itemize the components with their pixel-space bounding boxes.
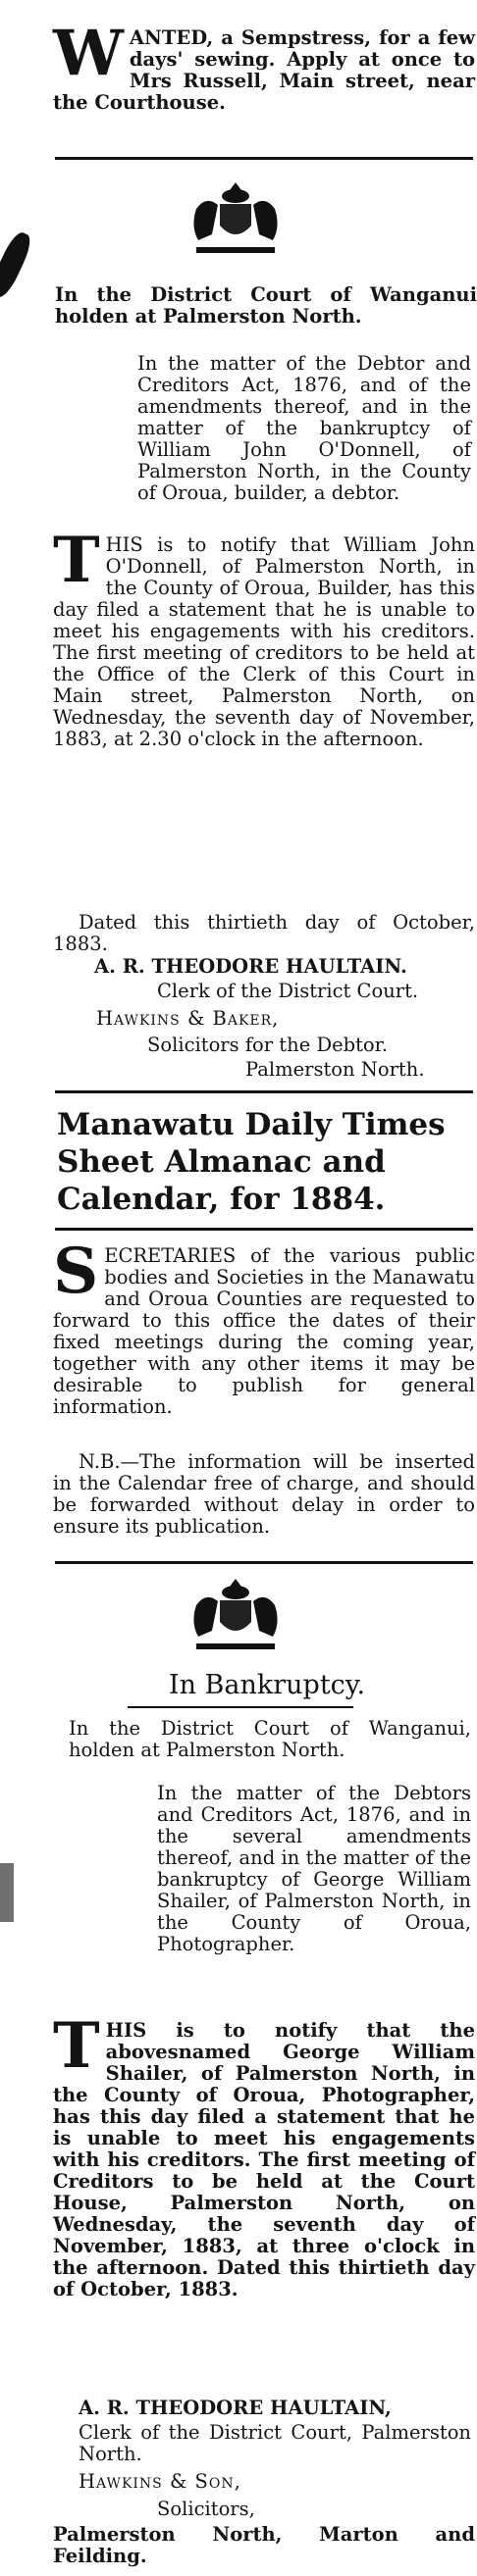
divider [55, 1561, 473, 1564]
dropcap: T [53, 524, 100, 597]
court-header: In the District Court of Wanganui holden at Palmerston North. [55, 283, 477, 328]
almanac-heading: Manawatu Daily Times Sheet Almanac and Calendar, for 1884. [57, 1107, 446, 1217]
signer-name: A. R. THEODORE HAULTAIN. [94, 955, 407, 978]
signer-name: A. R. THEODORE HAULTAIN, [79, 2397, 392, 2419]
dated-line: Dated this thirtieth day of October, 1883. [53, 911, 475, 955]
almanac-body-text: ECRETARIES of the various public bodies and Societies in the Manawatu and Oroua Counties are requested to forward to this office the dates of their fixed meetings during the coming year, together with any other items it may be desirable to publish for general information. [53, 1244, 475, 1418]
scan-blot [0, 229, 35, 301]
matter-text: In the matter of the Debtor and Creditors Act, 1876, and of the amendments thereof, and in the matter of the bankruptcy of William John O'Donnell, of Palmerston North, in the County of Oroua, builder, a debtor. [137, 352, 471, 504]
notice-body [53, 2009, 475, 2300]
solicitors-title: Solicitors, [157, 2498, 255, 2520]
dropcap: T [53, 2009, 100, 2083]
bankruptcy-heading: In Bankruptcy. [168, 1670, 366, 1700]
dropcap: W [53, 17, 124, 90]
court-header: In the District Court of Wanganui, holden at Palmerston North. [69, 1717, 471, 1761]
solicitors-place: Palmerston North. [245, 1058, 425, 1081]
notice-body-text: HIS is to notify that the abovesnamed George William Shailer, of Palmerston North, in the County of Oroua, Photographer, has this day filed a statement that he is unable to meet his engagements with his creditors. The first meeting of Creditors to be held at the Court House, Palmerston North, on Wednesday, the seventh day of November, 1883, at three o'clock in the afternoon. Dated this thirtieth day of October, 1883. [53, 2019, 475, 2300]
notice-body [53, 524, 475, 750]
divider [55, 157, 473, 160]
solicitors-title: Solicitors for the Debtor. [147, 1034, 389, 1056]
wanted-ad [53, 17, 475, 135]
coat-of-arms-emblem [177, 1571, 294, 1659]
solicitors-name: Hawkins & Son, [79, 2470, 241, 2493]
divider [55, 1228, 473, 1231]
matter-text: In the matter of the Debtors and Creditors Act, 1876, and in the several amendments thereof, and in the matter of the bankruptcy of George William Shailer, of Palmerston North, in the County of Oroua, Photographer. [157, 1782, 471, 1955]
signer-title: Clerk of the District Court. [157, 980, 419, 1002]
solicitors-name: Hawkins & Baker, [96, 1007, 280, 1030]
signer-title: Clerk of the District Court, Palmerston North. [79, 2421, 471, 2465]
coat-of-arms-emblem [177, 175, 294, 263]
scan-blot [0, 1863, 14, 1922]
almanac-body [53, 1235, 475, 1418]
nb-text: N.B.—The information will be inserted in the Calendar free of charge, and should be forwarded without delay in order to ensure its publication. [53, 1450, 475, 1538]
notice-body-text: HIS is to notify that William John O'Donnell, of Palmerston North, in the County of Oroua, Builder, has this day filed a statement that he is unable to meet his engagements with his creditors. The first meeting of creditors to be held at the Office of the Clerk of this Court in Main street, Palmerston North, on Wednesday, the seventh day of November, 1883, at 2.30 o'clock in the afternoon. [53, 533, 475, 750]
dropcap: S [53, 1235, 99, 1308]
solicitors-place: Palmerston North, Marton and Feilding. [53, 2523, 475, 2567]
wanted-text: ANTED, a Sempstress, for a few days' sewing. Apply at once to Mrs Russell, Main street, near the Courthouse. [53, 26, 475, 114]
divider [55, 1090, 473, 1093]
divider [128, 1706, 353, 1708]
